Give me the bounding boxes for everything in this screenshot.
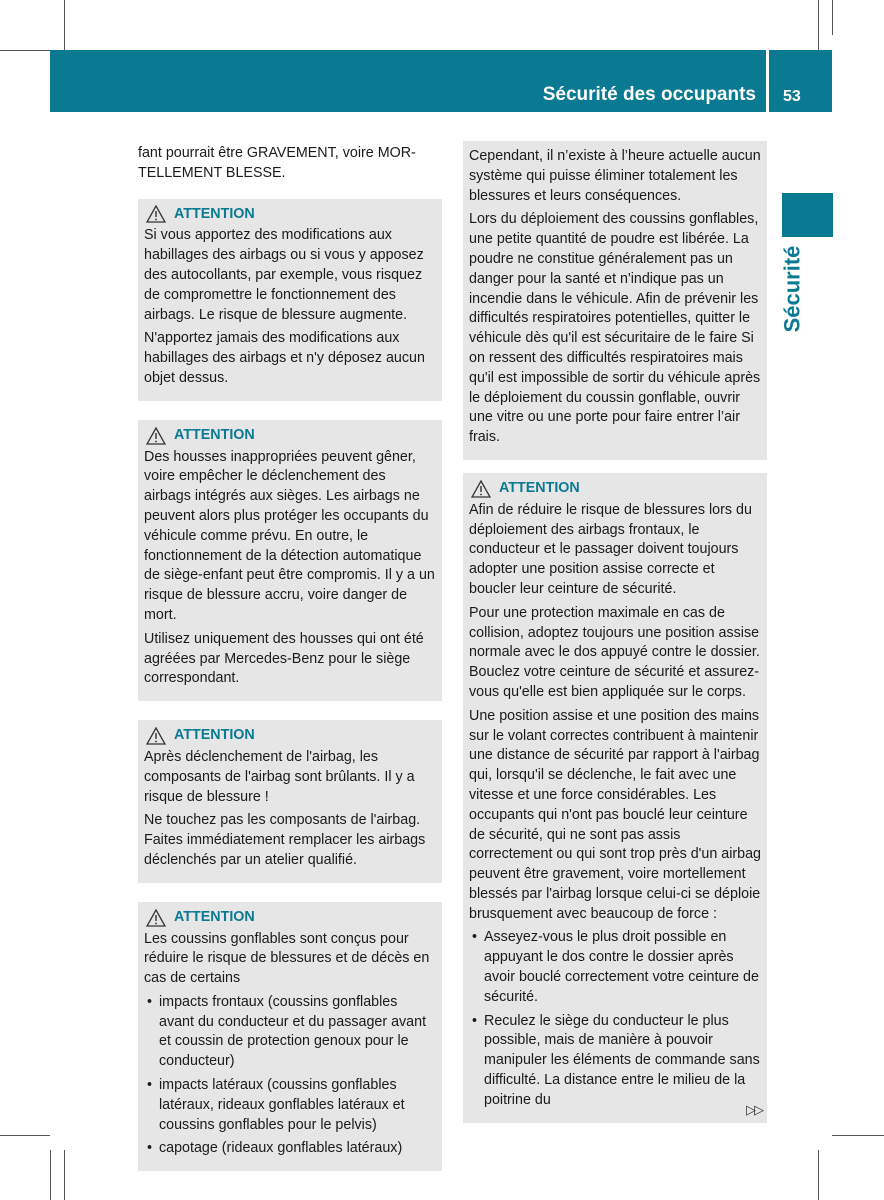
warning-paragraph: Les coussins gonflables sont conçus pour réduire le risque de blessures et de décès en cas de certains [144,930,430,987]
warning-triangle-icon [146,727,166,745]
list-item: • Asseyez-vous le plus droit possible en appuyant le dos contre le dossier après avoir bouclé correctement votre ceinture de sécurité. [469,928,761,1007]
warning-paragraph: Afin de réduire le risque de blessures lors du déploiement des airbags frontaux, le conducteur et le passager doivent toujours adopter une position assise correcte et boucler leur ceinture de sécurité. [469,501,752,597]
crop-mark [50,1150,51,1200]
warning-box [138,720,442,883]
side-tab-marker [782,193,833,237]
warning-triangle-icon [471,480,491,498]
warning-paragraph: Une position assise et une position des mains sur le volant correctes contribuent à maintenir une distance de sécurité par rapport à l'airbag qui, lorsqu'il se déclenche, le fait avec une vitesse et une force considérables. Les occupants qui n'ont pas bouclé leur ceinture de sécurité, qui ne sont pas assis correctement ou qui sont trop près d'un airbag peuvent être gravement, voire mortellement blessés par l'airbag lorsque celui-ci se déploie brusquement avec beaucoup de force : [469,707,762,922]
box-paragraph: Cependant, il n’existe à l’heure actuelle aucun système qui puisse éliminer totalement les blessures et leurs conséquences. [469,148,761,204]
crop-mark [818,0,819,50]
warning-paragraph: Après déclenchement de l'airbag, les composants de l'airbag sont brûlants. Il y a risque de blessure ! [144,748,415,805]
crop-mark [64,1150,65,1200]
continued-box [463,141,767,460]
warning-heading: ATTENTION [469,479,761,499]
warning-paragraph: Pour une protection maximale en cas de collision, adoptez toujours une position assise normale avec le dos appuyé contre le dossier. Bouclez votre ceinture de sécurité et assurez-vous qu'elle est bien appliquée sur le corps. [469,604,760,700]
intro-text: fant pourrait être GRAVEMENT, voire MOR-TELLEMENT BLESSE. [138,145,416,181]
warning-box [138,902,442,1172]
warning-paragraph: Ne touchez pas les composants de l'airbag. Faites immédiatement remplacer les airbags déclenchés par un atelier qualifié. [144,812,426,868]
crop-mark [0,1135,50,1136]
warning-box [463,473,767,1123]
warning-paragraph: Des housses inappropriées peuvent gêner, voire empêcher le déclenchement des airbags intégrés aux sièges. Les airbags ne peuvent alors plus protéger les occupants du véhicule comme prévu. En outre, le fonctionnement de la détection automatique de siège-enfant peut être compromis. Il y a un risque de blessure accru, voire danger de mort. [144,448,435,623]
warning-paragraph: Utilisez uniquement des housses qui ont été agréées par Mercedes-Benz pour le siège correspondant. [144,630,424,687]
left-column [138,144,442,1171]
bullet-list [144,993,436,1159]
warning-paragraph: N'apportez jamais des modifications aux habillages des airbags et n'y déposez aucun objet dessus. [144,330,425,386]
box-paragraph: Lors du déploiement des coussins gonflables, une petite quantité de poudre est libérée. La poudre ne constitue généralement pas un danger pour la santé et n'indique pas un incendie dans le véhicule. Afin de prévenir les difficultés respiratoires potentielles, quitter le véhicule dès qu'il est sécuritaire de le faire Si on ressent des difficultés respiratoires mais qu'il est impossible de sortir du véhicule après le déploiement du coussin gonflable, ouvrir une vitre ou une porte pour faire entrer l’air frais. [469,211,761,446]
warning-heading: ATTENTION [144,426,436,446]
warning-box [138,420,442,701]
section-title: Sécurité des occupants [542,84,756,105]
header-divider [766,50,769,112]
warning-triangle-icon [146,909,166,927]
continue-arrows-icon: ▷▷ [746,1102,762,1117]
warning-heading: ATTENTION [144,205,436,225]
warning-triangle-icon [146,205,166,223]
warning-heading: ATTENTION [144,726,436,746]
crop-mark [832,1135,884,1136]
warning-triangle-icon [146,427,166,445]
list-item: • impacts frontaux (coussins gonflables avant du conducteur et du passager avant et coussin de protection genoux pour le conducteur) [144,993,436,1072]
bullet-list [469,928,761,1110]
list-item: • capotage (rideaux gonflables latéraux) [144,1139,436,1159]
list-item: • impacts latéraux (coussins gonflables latéraux, rideaux gonflables latéraux et coussins gonflables pour le pelvis) [144,1076,436,1135]
list-item: • Reculez le siège du conducteur le plus possible, mais de manière à pouvoir manipuler les éléments de commande sans difficulté. La distance entre le milieu de la poitrine du [469,1012,761,1111]
right-column [463,141,767,1123]
warning-box [138,199,442,401]
crop-mark [64,0,65,50]
crop-mark [0,50,50,51]
crop-mark [818,1150,819,1200]
side-tab-label: Sécurité [779,245,805,333]
header-bar [50,50,832,112]
warning-heading: ATTENTION [144,908,436,928]
crop-mark [832,0,833,35]
page-number: 53 [783,88,801,105]
warning-paragraph: Si vous apportez des modifications aux habillages des airbags ou si vous y apposez des autocollants, par exemple, vous risquez de compromettre le fonctionnement des airbags. Le risque de blessure augmente. [144,227,424,323]
